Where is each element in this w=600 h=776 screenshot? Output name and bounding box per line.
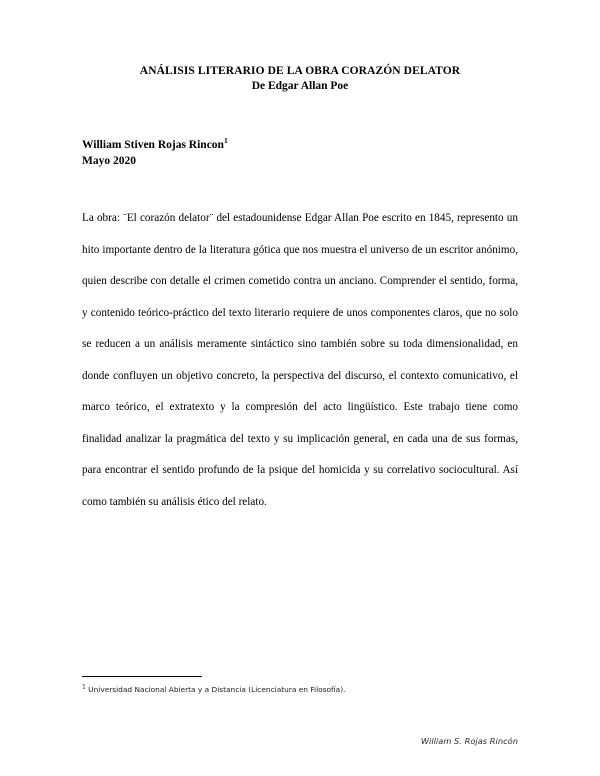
footnote-area (82, 676, 518, 695)
body-block (82, 203, 518, 518)
footer-signature: William S. Rojas Rincón (420, 736, 518, 746)
author-name-text: William Stiven Rojas Rincon (82, 139, 224, 151)
footnote-divider (82, 676, 202, 677)
author-block (82, 137, 518, 169)
body-paragraph: La obra: ¨El corazón delator¨ del estadounidense Edgar Allan Poe escrito en 1845, represento un hito importante dentro de la literatura gótica que nos muestra el universo de un escritor anónimo, quien describe con detalle el crimen cometido contra un anciano. Comprender el sentido, forma, y contenido teórico-práctico del texto literario requiere de unos componentes claros, que no solo se reducen a un análisis meramente sintáctico sino también sobre su toda dimensionalidad, en donde confluyen un objetivo concreto, la perspectiva del discurso, el contexto comunicativo, el marco teórico, el extratexto y la compresión del acto lingüístico. Este trabajo tiene como finalidad analizar la pragmática del texto y su implicación general, en cada una de sus formas, para encontrar el sentido profundo de la psique del homicida y su correlativo sociocultural. Así como también su análisis ético del relato. (82, 212, 518, 508)
author-footnote-marker: 1 (223, 136, 228, 146)
footnote-body: Universidad Nacional Abierta y a Distancia (Licenciatura en Filosofía). (85, 685, 346, 694)
document-content (82, 0, 518, 518)
author-date: Mayo 2020 (82, 155, 136, 167)
footnote-entry (82, 684, 518, 695)
page-subtitle: De Edgar Allan Poe (251, 80, 349, 92)
document-title-block (82, 64, 518, 94)
page-title: ANÁLISIS LITERARIO DE LA OBRA CORAZÓN DELATOR (139, 65, 461, 77)
author-name (82, 137, 518, 153)
footnote-marker: 1 (82, 683, 86, 691)
